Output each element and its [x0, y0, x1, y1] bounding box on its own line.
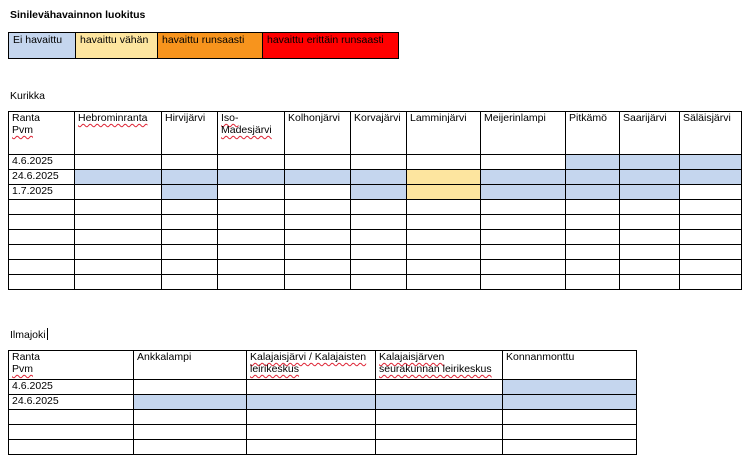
- kurikka-status-cell: [218, 185, 285, 200]
- kurikka-status-cell: [407, 200, 481, 215]
- kurikka-status-cell: [285, 215, 351, 230]
- kurikka-table-row: [9, 245, 742, 260]
- kurikka-status-cell: [566, 245, 620, 260]
- kurikka-status-cell: [162, 230, 218, 245]
- page-title: Sinilevähavainnon luokitus: [10, 9, 146, 21]
- kurikka-status-cell: [162, 215, 218, 230]
- ilmajoki-table-row: [9, 440, 637, 455]
- kurikka-status-cell: [351, 215, 407, 230]
- kurikka-status-cell: [351, 155, 407, 170]
- kurikka-status-cell: [566, 155, 620, 170]
- ilmajoki-status-cell: [134, 410, 247, 425]
- kurikka-header-ranta-pvm: [9, 112, 75, 155]
- kurikka-status-cell: [407, 155, 481, 170]
- kurikka-status-cell: [407, 230, 481, 245]
- kurikka-table-row: [9, 185, 742, 200]
- kurikka-status-cell: [566, 170, 620, 185]
- kurikka-status-cell: [680, 245, 742, 260]
- ilmajoki-status-cell: [376, 425, 503, 440]
- ilmajoki-column-header: Kalajaisjärvi / Kalajaisten leirikeskus: [247, 351, 376, 380]
- ilmajoki-table: [8, 350, 637, 455]
- kurikka-status-cell: [407, 275, 481, 290]
- kurikka-table-row: [9, 275, 742, 290]
- ilmajoki-date-cell: [9, 425, 134, 440]
- ilmajoki-table-row: [9, 380, 637, 395]
- ilmajoki-status-cell: [503, 395, 637, 410]
- ilmajoki-column-header: Kalajaisjärven seurakunnan leirikeskus: [376, 351, 503, 380]
- kurikka-column-header: Meijerinlampi: [481, 112, 566, 155]
- kurikka-status-cell: [351, 185, 407, 200]
- kurikka-status-cell: [407, 260, 481, 275]
- kurikka-status-cell: [75, 230, 162, 245]
- kurikka-label: Kurikka: [10, 90, 46, 102]
- kurikka-status-cell: [680, 260, 742, 275]
- ilmajoki-status-cell: [376, 440, 503, 455]
- legend-observed-little: havaittu vähän: [76, 33, 158, 59]
- ilmajoki-status-cell: [247, 380, 376, 395]
- ilmajoki-date-cell: 24.6.2025: [9, 395, 134, 410]
- kurikka-status-cell: [162, 170, 218, 185]
- kurikka-date-cell: [9, 245, 75, 260]
- kurikka-status-cell: [351, 200, 407, 215]
- ilmajoki-status-cell: [134, 395, 247, 410]
- kurikka-status-cell: [351, 170, 407, 185]
- kurikka-header-row: [9, 112, 742, 155]
- kurikka-table-row: [9, 170, 742, 185]
- ilmajoki-status-cell: [134, 425, 247, 440]
- kurikka-status-cell: [407, 215, 481, 230]
- ilmajoki-status-cell: [376, 410, 503, 425]
- kurikka-table-row: [9, 215, 742, 230]
- legend-not-observed: Ei havaittu: [9, 33, 76, 59]
- kurikka-status-cell: [620, 200, 680, 215]
- text-cursor: [47, 328, 48, 340]
- kurikka-table-row: [9, 200, 742, 215]
- kurikka-status-cell: [481, 170, 566, 185]
- kurikka-date-cell: 24.6.2025: [9, 170, 75, 185]
- kurikka-table: [8, 111, 742, 290]
- kurikka-status-cell: [75, 185, 162, 200]
- ilmajoki-status-cell: [503, 440, 637, 455]
- kurikka-status-cell: [620, 260, 680, 275]
- kurikka-status-cell: [285, 170, 351, 185]
- kurikka-status-cell: [75, 155, 162, 170]
- kurikka-status-cell: [75, 170, 162, 185]
- kurikka-status-cell: [218, 215, 285, 230]
- kurikka-date-cell: 1.7.2025: [9, 185, 75, 200]
- ilmajoki-header-row: [9, 351, 637, 380]
- kurikka-status-cell: [75, 245, 162, 260]
- kurikka-status-cell: [680, 230, 742, 245]
- kurikka-status-cell: [162, 245, 218, 260]
- kurikka-status-cell: [218, 155, 285, 170]
- kurikka-status-cell: [481, 230, 566, 245]
- kurikka-status-cell: [566, 200, 620, 215]
- ilmajoki-status-cell: [247, 395, 376, 410]
- kurikka-status-cell: [566, 215, 620, 230]
- kurikka-status-cell: [680, 215, 742, 230]
- ilmajoki-label: [10, 328, 48, 341]
- header-ranta: Ranta: [12, 112, 41, 124]
- legend-table: [8, 32, 399, 59]
- kurikka-status-cell: [407, 245, 481, 260]
- kurikka-status-cell: [285, 185, 351, 200]
- kurikka-status-cell: [680, 275, 742, 290]
- kurikka-column-header: Hebrominranta: [75, 112, 162, 155]
- header-pvm: Pvm: [12, 124, 33, 136]
- ilmajoki-status-cell: [376, 395, 503, 410]
- kurikka-date-cell: [9, 230, 75, 245]
- kurikka-date-cell: [9, 215, 75, 230]
- kurikka-status-cell: [481, 185, 566, 200]
- kurikka-status-cell: [620, 170, 680, 185]
- kurikka-status-cell: [162, 155, 218, 170]
- kurikka-table-row: [9, 260, 742, 275]
- kurikka-column-header: Kolhonjärvi: [285, 112, 351, 155]
- kurikka-status-cell: [481, 275, 566, 290]
- kurikka-status-cell: [481, 215, 566, 230]
- kurikka-column-header: Saarijärvi: [620, 112, 680, 155]
- kurikka-status-cell: [75, 215, 162, 230]
- kurikka-status-cell: [285, 230, 351, 245]
- kurikka-status-cell: [620, 230, 680, 245]
- kurikka-column-header: Lamminjärvi: [407, 112, 481, 155]
- kurikka-status-cell: [162, 275, 218, 290]
- kurikka-status-cell: [351, 275, 407, 290]
- ilmajoki-column-header: Ankkalampi: [134, 351, 247, 380]
- kurikka-date-cell: 4.6.2025: [9, 155, 75, 170]
- kurikka-status-cell: [351, 245, 407, 260]
- kurikka-status-cell: [680, 170, 742, 185]
- ilmajoki-label-text: Ilmajoki: [10, 329, 46, 341]
- header-ranta: Ranta: [12, 351, 41, 363]
- kurikka-status-cell: [566, 230, 620, 245]
- kurikka-column-header: Säläisjärvi: [680, 112, 742, 155]
- kurikka-column-header: Hirvijärvi: [162, 112, 218, 155]
- kurikka-status-cell: [566, 260, 620, 275]
- legend-observed-plenty: havaittu runsaasti: [158, 33, 263, 59]
- kurikka-status-cell: [620, 245, 680, 260]
- legend-observed-very-plenty: havaittu erittäin runsaasti: [263, 33, 399, 59]
- kurikka-column-header: Iso-Madesjärvi: [218, 112, 285, 155]
- kurikka-date-cell: [9, 200, 75, 215]
- ilmajoki-status-cell: [247, 425, 376, 440]
- kurikka-column-header: Korvajärvi: [351, 112, 407, 155]
- kurikka-status-cell: [566, 275, 620, 290]
- kurikka-status-cell: [218, 275, 285, 290]
- kurikka-status-cell: [218, 260, 285, 275]
- kurikka-status-cell: [218, 230, 285, 245]
- kurikka-status-cell: [218, 200, 285, 215]
- kurikka-status-cell: [620, 185, 680, 200]
- ilmajoki-date-cell: 4.6.2025: [9, 380, 134, 395]
- ilmajoki-table-row: [9, 410, 637, 425]
- kurikka-status-cell: [285, 245, 351, 260]
- kurikka-status-cell: [75, 275, 162, 290]
- kurikka-status-cell: [680, 200, 742, 215]
- kurikka-status-cell: [620, 275, 680, 290]
- kurikka-status-cell: [75, 200, 162, 215]
- kurikka-status-cell: [481, 245, 566, 260]
- kurikka-status-cell: [285, 275, 351, 290]
- kurikka-table-row: [9, 155, 742, 170]
- kurikka-status-cell: [620, 215, 680, 230]
- kurikka-date-cell: [9, 275, 75, 290]
- kurikka-status-cell: [481, 155, 566, 170]
- kurikka-status-cell: [566, 185, 620, 200]
- kurikka-status-cell: [680, 155, 742, 170]
- ilmajoki-status-cell: [247, 440, 376, 455]
- ilmajoki-status-cell: [376, 380, 503, 395]
- kurikka-status-cell: [407, 170, 481, 185]
- ilmajoki-status-cell: [503, 425, 637, 440]
- ilmajoki-column-header: Konnanmonttu: [503, 351, 637, 380]
- header-pvm: Pvm: [12, 363, 33, 375]
- ilmajoki-status-cell: [134, 440, 247, 455]
- ilmajoki-header-ranta-pvm: [9, 351, 134, 380]
- kurikka-status-cell: [351, 230, 407, 245]
- kurikka-status-cell: [481, 260, 566, 275]
- kurikka-status-cell: [680, 185, 742, 200]
- kurikka-status-cell: [75, 260, 162, 275]
- kurikka-status-cell: [162, 260, 218, 275]
- ilmajoki-date-cell: [9, 440, 134, 455]
- kurikka-table-row: [9, 230, 742, 245]
- kurikka-status-cell: [162, 200, 218, 215]
- ilmajoki-status-cell: [503, 410, 637, 425]
- kurikka-status-cell: [620, 155, 680, 170]
- ilmajoki-status-cell: [503, 380, 637, 395]
- kurikka-status-cell: [218, 245, 285, 260]
- ilmajoki-date-cell: [9, 410, 134, 425]
- kurikka-status-cell: [481, 200, 566, 215]
- kurikka-status-cell: [285, 155, 351, 170]
- kurikka-date-cell: [9, 260, 75, 275]
- kurikka-status-cell: [407, 185, 481, 200]
- kurikka-status-cell: [351, 260, 407, 275]
- ilmajoki-table-row: [9, 425, 637, 440]
- ilmajoki-table-row: [9, 395, 637, 410]
- kurikka-column-header: Pitkämö: [566, 112, 620, 155]
- kurikka-status-cell: [285, 200, 351, 215]
- ilmajoki-status-cell: [134, 380, 247, 395]
- kurikka-status-cell: [285, 260, 351, 275]
- kurikka-status-cell: [218, 170, 285, 185]
- kurikka-status-cell: [162, 185, 218, 200]
- ilmajoki-status-cell: [247, 410, 376, 425]
